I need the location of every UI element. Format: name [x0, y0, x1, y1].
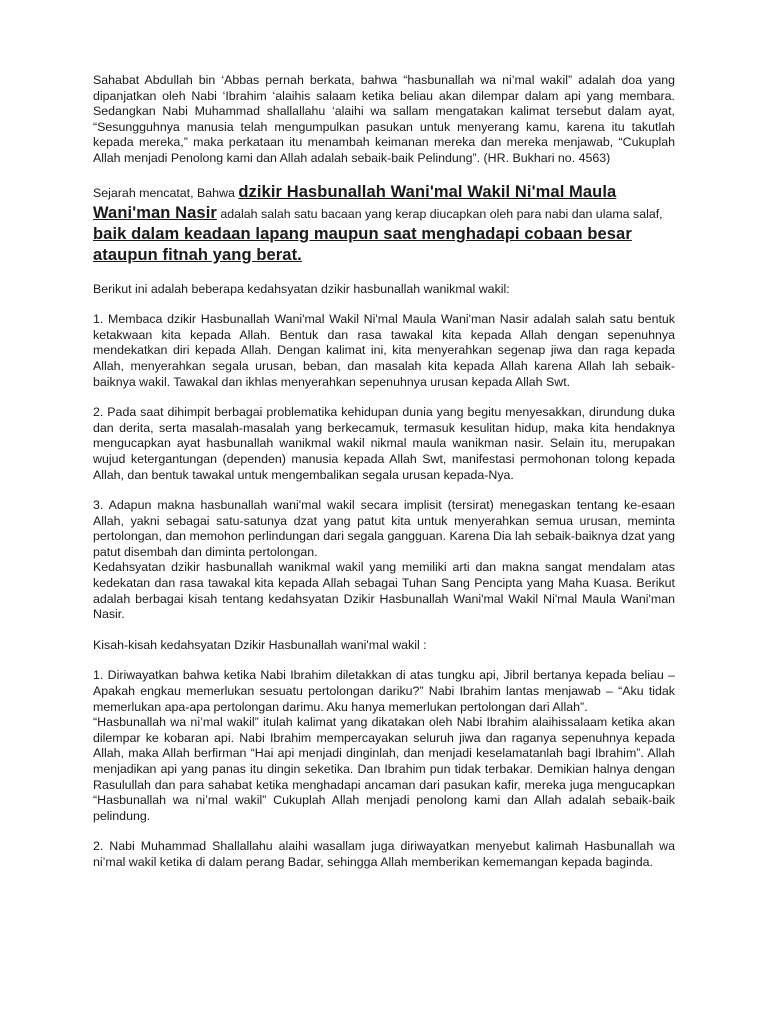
paragraph-point-1: 1. Membaca dzikir Hasbunallah Wani'mal Wakil Ni'mal Maula Wani'man Nasir adalah salah satu bentuk ketakwaan kita kepada Allah. Bentuk dan rasa tawakal kita kepada Allah dengan sepenuhnya mendekatkan diri kepada Allah. Dengan kalimat ini, kita menyerahkan segenap jiwa dan raga kepada Allah, menyerahkan segala urusan, beban, dan masalah kita kepada Allah karena Allah lah sebaik-baiknya wakil. Tawakal dan ikhlas menyerahkan sepenuhnya urusan kepada Allah Swt.: [93, 312, 675, 389]
paragraph-point-2: 2. Pada saat dihimpit berbagai problematika kehidupan dunia yang begitu menyesakkan, dirundung duka dan derita, serta masalah-masalah yang berkecamuk, termasuk kesulitan hidup, maka kita hendaknya mengucapkan ayat hasbunallah wanikmal wakil nikmal maula wanikman nasir. Selain itu, merupakan wujud ketergantungan (dependen) manusia kepada Allah Swt, manifestasi permohonan tolong kepada Allah, dan bentuk tawakal untuk mengembalikan segala urusan kepada-Nya.: [93, 405, 675, 482]
document-body: [93, 73, 675, 886]
paragraph-hadith: Sahabat Abdullah bin ‘Abbas pernah berkata, bahwa “hasbunallah wa ni’mal wakil” adalah doa yang dipanjatkan oleh Nabi ‘Ibrahim ‘alaihis salaam ketika beliau akan dilempar dalam api yang membara. Sedangkan Nabi Muhammad shallallahu ‘alaihi wa sallam mengatakan kalimat tersebut dalam ayat, “Sesungguhnya manusia telah mengumpulkan pasukan untuk menyerang kamu, karena itu takutlah kepada mereka,” maka perkataan itu menambah keimanan mereka dan mereka menjawab, “Cukuplah Allah menjadi Penolong kami dan Allah adalah sebaik-baik Pelindung”. (HR. Bukhari no. 4563): [93, 73, 675, 165]
paragraph-story-1: 1. Diriwayatkan bahwa ketika Nabi Ibrahim diletakkan di atas tungku api, Jibril bertanya kepada beliau –Apakah engkau memerlukan sesuatu pertolongan dariku?” Nabi Ibrahim lantas menjawab – “Aku tidak memerlukan apa-apa pertolongan darimu. Aku hanya memerlukan pertolongan dari Allah”.: [93, 668, 675, 714]
paragraph-point-3-continued: Kedahsyatan dzikir hasbunallah wanikmal wakil yang memiliki arti dan makna sangat mendalam atas kedekatan dan rasa tawakal kita kepada Allah sebagai Tuhan Sang Pencipta yang Maha Kuasa. Berikut adalah berbagai kisah tentang kedahsyatan Dzikir Hasbunallah Wani'mal Wakil Ni'mal Maula Wani'man Nasir.: [93, 560, 675, 622]
intro-bold-situation: baik dalam keadaan lapang maupun saat menghadapi cobaan besar ataupun fitnah yang berat.: [93, 224, 632, 264]
paragraph-intro: [93, 182, 675, 266]
intro-text-1: Sejarah mencatat, Bahwa: [93, 185, 239, 200]
intro-bold-dzikir: dzikir Hasbunallah Wani'mal Wakil Ni'mal Maula Wani'man Nasir: [93, 182, 617, 222]
paragraph-stories-heading: Kisah-kisah kedahsyatan Dzikir Hasbunallah wani'mal wakil :: [93, 637, 427, 652]
intro-text-2: adalah salah satu bacaan yang kerap diucapkan oleh para nabi dan ulama salaf,: [216, 206, 663, 221]
paragraph-story-2: 2. Nabi Muhammad Shallallahu alaihi wasallam juga diriwayatkan menyebut kalimah Hasbunallah wa ni’mal wakil ketika di dalam perang Badar, sehingga Allah memberikan kememangan kepada baginda.: [93, 839, 675, 869]
paragraph-point-3: 3. Adapun makna hasbunallah wani'mal wakil secara implisit (tersirat) menegaskan tentang ke-esaan Allah, yakni sebagai satu-satunya dzat yang patut kita untuk menyerahkan semua urusan, meminta pertolongan, dan memohon perlindungan dari segala gangguan. Karena Dia lah sebaik-baiknya dzat yang patut disembah dan diminta pertolongan.: [93, 498, 675, 559]
paragraph-list-intro: Berikut ini adalah beberapa kedahsyatan dzikir hasbunallah wanikmal wakil:: [93, 281, 510, 296]
paragraph-story-1-continued: “Hasbunallah wa ni’mal wakil” itulah kalimat yang dikatakan oleh Nabi Ibrahim alaihissalaam ketika akan dilempar ke kobaran api. Nabi Ibrahim mempercayakan seluruh jiwa dan raganya sepenuhnya kepada Allah, maka Allah berfirman “Hai api menjadi dinginlah, dan menjadi keselamatanlah bagi Ibrahim”. Allah menjadikan api yang panas itu dingin seketika. Dan Ibrahim pun tidak terbakar. Demikian halnya dengan Rasulullah dan para sahabat ketika menghadapi ancaman dari pasukan kafir, mereka juga mengucapkan “Hasbunallah wa ni’mal wakil” Cukuplah Allah menjadi penolong kami dan Allah adalah sebaik-baik pelindung.: [93, 715, 675, 823]
